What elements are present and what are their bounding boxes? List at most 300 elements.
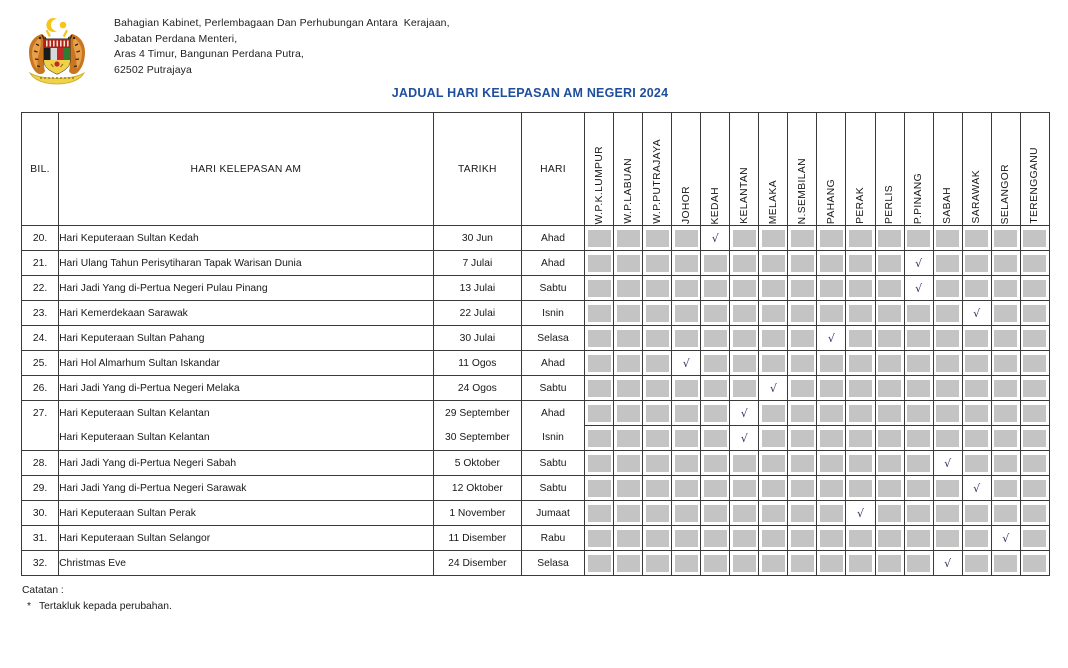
document-header	[0, 0, 1068, 78]
empty-marker	[762, 305, 785, 322]
state-cell-perak	[846, 376, 875, 401]
empty-marker	[791, 255, 814, 272]
empty-marker	[994, 280, 1017, 297]
state-cell-selangor	[991, 526, 1020, 551]
empty-marker	[675, 505, 698, 522]
empty-marker	[1023, 330, 1046, 347]
state-cell-sarawak	[962, 551, 991, 576]
holiday-date-cell: 7 Julai	[433, 251, 521, 276]
column-header-state-johor	[672, 113, 701, 226]
empty-marker	[994, 480, 1017, 497]
state-cell-melaka	[759, 551, 788, 576]
state-cell-w-p-putrajaya	[643, 226, 672, 251]
empty-marker	[965, 355, 988, 372]
state-cell-johor	[672, 351, 701, 376]
empty-marker	[994, 355, 1017, 372]
state-cell-n-sembilan	[788, 226, 817, 251]
empty-marker	[878, 430, 901, 447]
empty-marker	[1023, 405, 1046, 422]
state-cell-johor	[672, 451, 701, 476]
empty-marker	[1023, 480, 1046, 497]
empty-marker	[820, 355, 843, 372]
empty-marker	[849, 255, 872, 272]
empty-marker	[849, 405, 872, 422]
empty-marker	[820, 505, 843, 522]
state-cell-melaka	[759, 251, 788, 276]
state-cell-pahang	[817, 501, 846, 526]
state-cell-w-p-k-lumpur	[585, 476, 614, 501]
state-cell-johor	[672, 276, 701, 301]
empty-marker	[907, 455, 930, 472]
state-cell-kedah	[701, 476, 730, 501]
state-cell-selangor	[991, 276, 1020, 301]
state-cell-perlis	[875, 551, 904, 576]
state-cell-pahang	[817, 401, 846, 426]
empty-marker	[675, 380, 698, 397]
state-cell-melaka	[759, 326, 788, 351]
state-cell-p-pinang	[904, 426, 933, 451]
state-cell-melaka	[759, 526, 788, 551]
page-title-row	[0, 84, 1068, 102]
empty-marker	[907, 230, 930, 247]
state-cell-w-p-putrajaya	[643, 551, 672, 576]
empty-marker	[617, 430, 640, 447]
row-number-cell: 28.	[22, 451, 59, 476]
holiday-day-cell: Ahad	[521, 251, 584, 276]
empty-marker	[791, 430, 814, 447]
holiday-date-cell: 5 Oktober	[433, 451, 521, 476]
state-cell-p-pinang	[904, 301, 933, 326]
empty-marker	[704, 455, 727, 472]
empty-marker	[820, 405, 843, 422]
state-cell-selangor	[991, 301, 1020, 326]
holiday-name-cell: Hari Jadi Yang di-Pertua Negeri Melaka	[59, 376, 434, 401]
empty-marker	[762, 280, 785, 297]
holiday-date-cell: 30 Jun	[433, 226, 521, 251]
state-cell-kelantan	[730, 501, 759, 526]
empty-marker	[617, 530, 640, 547]
empty-marker	[762, 405, 785, 422]
empty-marker	[965, 530, 988, 547]
state-cell-terengganu	[1020, 451, 1049, 476]
empty-marker	[965, 430, 988, 447]
empty-marker	[936, 230, 959, 247]
column-header-state-terengganu	[1020, 113, 1049, 226]
empty-marker	[646, 505, 669, 522]
empty-marker	[1023, 305, 1046, 322]
empty-marker	[675, 405, 698, 422]
state-cell-terengganu	[1020, 326, 1049, 351]
state-cell-kelantan	[730, 326, 759, 351]
notes-label: Catatan :	[22, 585, 64, 596]
holiday-day-cell: Selasa	[521, 551, 584, 576]
empty-marker	[733, 505, 756, 522]
empty-marker	[704, 555, 727, 572]
empty-marker	[878, 280, 901, 297]
empty-marker	[617, 480, 640, 497]
empty-marker	[878, 255, 901, 272]
row-number-cell: 29.	[22, 476, 59, 501]
empty-marker	[762, 505, 785, 522]
state-cell-p-pinang	[904, 526, 933, 551]
column-header-state-kelantan	[730, 113, 759, 226]
empty-marker	[791, 505, 814, 522]
empty-marker	[588, 555, 611, 572]
empty-marker	[646, 480, 669, 497]
table-head	[22, 113, 1050, 226]
state-label: MELAKA	[767, 179, 779, 224]
empty-marker	[849, 530, 872, 547]
holiday-schedule-table-wrapper	[21, 112, 1050, 576]
checkmark-icon: √	[936, 555, 959, 572]
state-cell-perlis	[875, 226, 904, 251]
state-cell-w-p-labuan	[614, 476, 643, 501]
empty-marker	[1023, 255, 1046, 272]
state-cell-sabah	[933, 276, 962, 301]
empty-marker	[849, 555, 872, 572]
empty-marker	[588, 255, 611, 272]
empty-marker	[994, 555, 1017, 572]
state-cell-perak	[846, 451, 875, 476]
empty-marker	[965, 555, 988, 572]
empty-marker	[675, 530, 698, 547]
empty-marker	[994, 430, 1017, 447]
empty-marker	[675, 555, 698, 572]
holiday-date-cell: 11 Ogos	[433, 351, 521, 376]
empty-marker	[617, 455, 640, 472]
empty-marker	[878, 530, 901, 547]
empty-marker	[588, 355, 611, 372]
notes-text: Tertakluk kepada perubahan.	[39, 601, 172, 612]
state-cell-perak	[846, 401, 875, 426]
empty-marker	[617, 355, 640, 372]
empty-marker	[617, 280, 640, 297]
state-cell-sabah	[933, 251, 962, 276]
empty-marker	[849, 305, 872, 322]
state-cell-w-p-labuan	[614, 226, 643, 251]
empty-marker	[907, 480, 930, 497]
state-cell-kedah	[701, 276, 730, 301]
state-cell-perlis	[875, 451, 904, 476]
holiday-date-cell: 30 Julai	[433, 326, 521, 351]
state-cell-kelantan	[730, 251, 759, 276]
state-cell-kelantan	[730, 476, 759, 501]
state-cell-w-p-k-lumpur	[585, 351, 614, 376]
empty-marker	[791, 355, 814, 372]
state-cell-sarawak	[962, 501, 991, 526]
row-number-cell: 21.	[22, 251, 59, 276]
column-header-state-w-p-k-lumpur	[585, 113, 614, 226]
empty-marker	[762, 330, 785, 347]
state-cell-n-sembilan	[788, 326, 817, 351]
state-cell-perak	[846, 551, 875, 576]
state-cell-w-p-labuan	[614, 501, 643, 526]
state-cell-sarawak	[962, 226, 991, 251]
state-cell-pahang	[817, 376, 846, 401]
empty-marker	[878, 355, 901, 372]
table-row	[22, 551, 1050, 576]
column-header-state-perak	[846, 113, 875, 226]
empty-marker	[878, 305, 901, 322]
holiday-day-cell: Isnin	[521, 301, 584, 326]
state-cell-n-sembilan	[788, 401, 817, 426]
state-cell-sabah	[933, 426, 962, 451]
state-cell-w-p-putrajaya	[643, 376, 672, 401]
state-label: TERENGGANU	[1029, 147, 1041, 224]
empty-marker	[675, 330, 698, 347]
empty-marker	[791, 330, 814, 347]
empty-marker	[617, 405, 640, 422]
empty-marker	[588, 405, 611, 422]
column-header-bil: BIL.	[22, 113, 59, 226]
state-cell-sabah	[933, 326, 962, 351]
state-label: KEDAH	[709, 186, 721, 224]
state-label: SARAWAK	[971, 170, 983, 224]
department-address	[114, 16, 450, 78]
checkmark-icon: √	[762, 380, 785, 397]
empty-marker	[820, 430, 843, 447]
empty-marker	[762, 480, 785, 497]
empty-marker	[646, 305, 669, 322]
state-cell-johor	[672, 526, 701, 551]
empty-marker	[1023, 555, 1046, 572]
holiday-date-cell: 1 November	[433, 501, 521, 526]
state-cell-perlis	[875, 426, 904, 451]
row-number-cell: 31.	[22, 526, 59, 551]
empty-marker	[588, 380, 611, 397]
state-cell-w-p-putrajaya	[643, 501, 672, 526]
empty-marker	[675, 480, 698, 497]
empty-marker	[704, 305, 727, 322]
state-cell-w-p-labuan	[614, 451, 643, 476]
state-cell-p-pinang	[904, 351, 933, 376]
empty-marker	[936, 405, 959, 422]
state-cell-johor	[672, 226, 701, 251]
empty-marker	[936, 255, 959, 272]
empty-marker	[646, 555, 669, 572]
empty-marker	[646, 380, 669, 397]
checkmark-icon: √	[907, 255, 930, 272]
empty-marker	[936, 505, 959, 522]
column-header-state-pahang	[817, 113, 846, 226]
state-cell-selangor	[991, 251, 1020, 276]
empty-marker	[965, 280, 988, 297]
state-cell-kedah	[701, 251, 730, 276]
empty-marker	[675, 255, 698, 272]
table-row	[22, 501, 1050, 526]
state-cell-selangor	[991, 426, 1020, 451]
state-cell-johor	[672, 551, 701, 576]
notes-item	[22, 599, 1068, 615]
empty-marker	[878, 330, 901, 347]
holiday-date-cell: 13 Julai	[433, 276, 521, 301]
state-cell-perak	[846, 476, 875, 501]
empty-marker	[907, 505, 930, 522]
empty-marker	[675, 280, 698, 297]
row-number-cell: 22.	[22, 276, 59, 301]
holiday-day-cell: Selasa	[521, 326, 584, 351]
state-cell-melaka	[759, 451, 788, 476]
table-row	[22, 251, 1050, 276]
state-cell-sabah	[933, 376, 962, 401]
empty-marker	[878, 380, 901, 397]
empty-marker	[936, 330, 959, 347]
empty-marker	[762, 555, 785, 572]
checkmark-icon: √	[907, 280, 930, 297]
empty-marker	[1023, 280, 1046, 297]
empty-marker	[733, 305, 756, 322]
state-cell-sabah	[933, 526, 962, 551]
empty-marker	[733, 455, 756, 472]
state-cell-w-p-labuan	[614, 326, 643, 351]
empty-marker	[820, 280, 843, 297]
state-cell-sarawak	[962, 351, 991, 376]
empty-marker	[1023, 455, 1046, 472]
empty-marker	[675, 305, 698, 322]
state-cell-p-pinang	[904, 376, 933, 401]
empty-marker	[907, 380, 930, 397]
state-cell-johor	[672, 326, 701, 351]
address-line-4: 62502 Putrajaya	[114, 63, 192, 76]
table-row	[22, 276, 1050, 301]
state-cell-w-p-k-lumpur	[585, 376, 614, 401]
table-row	[22, 376, 1050, 401]
empty-marker	[791, 455, 814, 472]
empty-marker	[994, 405, 1017, 422]
table-row	[22, 301, 1050, 326]
column-header-state-kedah	[701, 113, 730, 226]
holiday-date-cell: 30 September	[433, 426, 521, 451]
empty-marker	[704, 355, 727, 372]
state-cell-perak	[846, 351, 875, 376]
checkmark-icon: √	[965, 480, 988, 497]
holiday-name-cell: Hari Jadi Yang di-Pertua Negeri Pulau Pinang	[59, 276, 434, 301]
state-cell-kedah	[701, 526, 730, 551]
empty-marker	[820, 305, 843, 322]
state-cell-pahang	[817, 276, 846, 301]
state-cell-sabah	[933, 226, 962, 251]
empty-marker	[936, 380, 959, 397]
empty-marker	[588, 430, 611, 447]
empty-marker	[646, 405, 669, 422]
state-cell-n-sembilan	[788, 426, 817, 451]
holiday-day-cell: Sabtu	[521, 376, 584, 401]
empty-marker	[1023, 430, 1046, 447]
empty-marker	[878, 505, 901, 522]
empty-marker	[733, 280, 756, 297]
empty-marker	[762, 530, 785, 547]
state-cell-terengganu	[1020, 526, 1049, 551]
empty-marker	[965, 330, 988, 347]
state-cell-kelantan	[730, 301, 759, 326]
checkmark-icon: √	[936, 455, 959, 472]
holiday-date-cell: 22 Julai	[433, 301, 521, 326]
empty-marker	[907, 405, 930, 422]
state-cell-sarawak	[962, 476, 991, 501]
state-cell-pahang	[817, 251, 846, 276]
empty-marker	[820, 380, 843, 397]
header-row	[22, 113, 1050, 226]
state-cell-w-p-labuan	[614, 276, 643, 301]
state-cell-pahang	[817, 426, 846, 451]
address-line-1: Bahagian Kabinet, Perlembagaan Dan Perhubungan Antara Kerajaan,	[114, 17, 450, 29]
empty-marker	[1023, 505, 1046, 522]
state-cell-johor	[672, 251, 701, 276]
empty-marker	[849, 355, 872, 372]
empty-marker	[965, 380, 988, 397]
empty-marker	[588, 330, 611, 347]
empty-marker	[617, 230, 640, 247]
state-cell-n-sembilan	[788, 526, 817, 551]
empty-marker	[907, 330, 930, 347]
row-number-cell: 27.	[22, 401, 59, 426]
empty-marker	[936, 305, 959, 322]
state-cell-sabah	[933, 451, 962, 476]
empty-marker	[733, 480, 756, 497]
state-cell-perlis	[875, 376, 904, 401]
empty-marker	[878, 555, 901, 572]
row-number-cell: 24.	[22, 326, 59, 351]
state-cell-johor	[672, 376, 701, 401]
column-header-state-n-sembilan	[788, 113, 817, 226]
state-cell-sarawak	[962, 276, 991, 301]
table-row	[22, 451, 1050, 476]
state-cell-pahang	[817, 301, 846, 326]
state-cell-selangor	[991, 451, 1020, 476]
state-cell-p-pinang	[904, 476, 933, 501]
empty-marker	[878, 405, 901, 422]
state-cell-w-p-labuan	[614, 251, 643, 276]
empty-marker	[849, 480, 872, 497]
state-cell-sabah	[933, 351, 962, 376]
state-label: W.P.K.LUMPUR	[593, 145, 605, 224]
state-cell-terengganu	[1020, 251, 1049, 276]
empty-marker	[704, 255, 727, 272]
state-cell-w-p-k-lumpur	[585, 251, 614, 276]
empty-marker	[704, 280, 727, 297]
holiday-day-cell: Ahad	[521, 351, 584, 376]
address-line-3: Aras 4 Timur, Bangunan Perdana Putra,	[114, 48, 304, 60]
empty-marker	[704, 505, 727, 522]
state-cell-pahang	[817, 326, 846, 351]
state-cell-w-p-labuan	[614, 526, 643, 551]
state-cell-kelantan	[730, 451, 759, 476]
state-cell-melaka	[759, 351, 788, 376]
state-cell-johor	[672, 476, 701, 501]
state-label: JOHOR	[680, 185, 692, 224]
state-cell-terengganu	[1020, 476, 1049, 501]
empty-marker	[588, 280, 611, 297]
state-cell-sarawak	[962, 251, 991, 276]
state-cell-perak	[846, 251, 875, 276]
checkmark-icon: √	[675, 355, 698, 372]
state-cell-sarawak	[962, 401, 991, 426]
empty-marker	[762, 230, 785, 247]
state-cell-p-pinang	[904, 276, 933, 301]
empty-marker	[733, 230, 756, 247]
state-cell-pahang	[817, 226, 846, 251]
empty-marker	[849, 230, 872, 247]
state-cell-n-sembilan	[788, 551, 817, 576]
empty-marker	[936, 355, 959, 372]
state-cell-w-p-k-lumpur	[585, 451, 614, 476]
column-header-state-sarawak	[962, 113, 991, 226]
empty-marker	[849, 280, 872, 297]
empty-marker	[820, 480, 843, 497]
state-cell-pahang	[817, 351, 846, 376]
empty-marker	[733, 255, 756, 272]
state-label: W.P.LABUAN	[622, 158, 634, 224]
